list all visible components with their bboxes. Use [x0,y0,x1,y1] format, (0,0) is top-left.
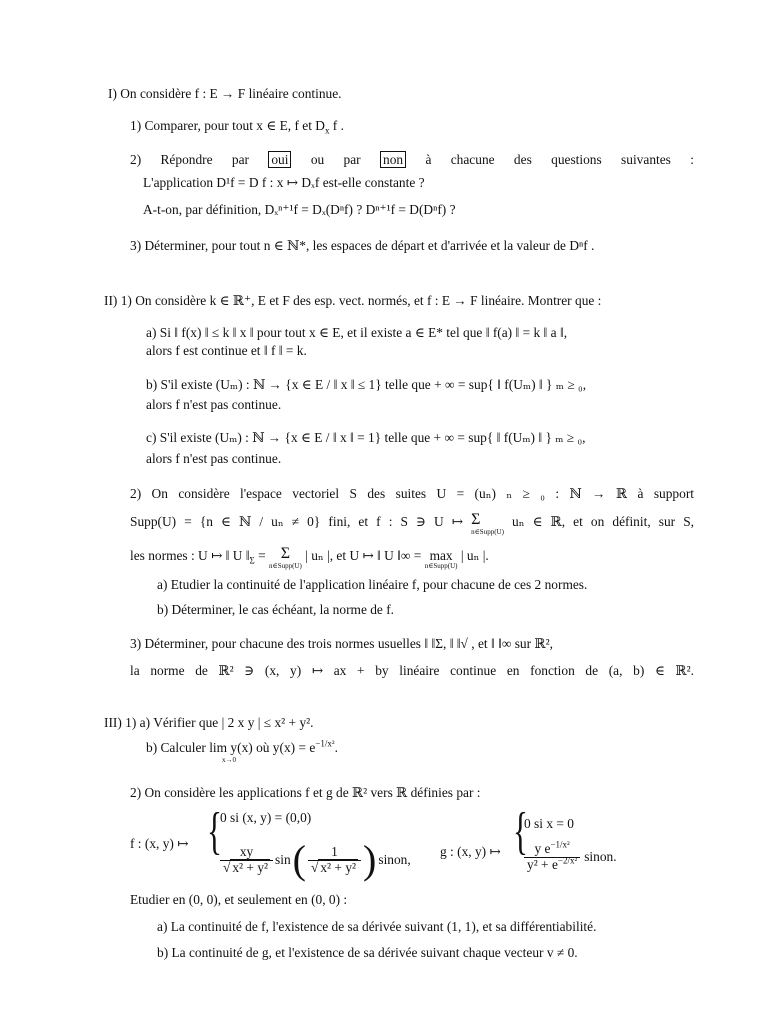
section1-heading: I) On considère f : E → F linéaire continue. [108,86,342,101]
section3-2a: a) La continuité de f, l'existence de sa dérivée suivant (1, 1), et sa différentiabilité. [157,919,597,934]
section2-2-line2: Supp(U) = {n ∈ ℕ / uₙ ≠ 0} fini, et f : S ∋ U ↦ Σ n∈Supp(U) uₙ ∈ ℝ, et on définit, sur S, [130,511,695,536]
section3-heading: III) 1) a) Vérifier que | 2 x y | ≤ x² + y². [104,715,314,730]
section1-q3: 3) Déterminer, pour tout n ∈ ℕ*, les espaces de départ et d'arrivée et la valeur de Dⁿf . [130,238,595,253]
section3-study: Etudier en (0, 0), et seulement en (0, 0) : [130,892,348,907]
sum-symbol-norm: Σ n∈Supp(U) [269,545,302,570]
section2-3-line1: 3) Déterminer, pour chacune des trois normes usuelles ‖ ‖Σ, ‖ ‖√ , et ‖ ‖∞ sur ℝ², [130,636,553,651]
section2-heading: II) 1) On considère k ∈ ℝ⁺, E et F des esp. vect. normés, et f : E → F linéaire. Montrer que : [104,293,602,308]
section2-3-line2: la norme de ℝ² ∋ (x, y) ↦ ax + by linéaire continue en fonction de (a, b) ∈ ℝ². [130,663,694,678]
section2-1c-line1: c) S'il existe (Uₘ) : ℕ → {x ∈ E / ‖ x ‖ = 1} telle que + ∞ = sup{ ‖ f(Uₘ) ‖ } ₘ ≥ ₀, [146,430,586,445]
non-box: non [380,151,406,168]
section2-2b: b) Déterminer, le cas échéant, la norme de f. [157,602,395,617]
section2-1b-line1: b) S'il existe (Uₘ) : ℕ → {x ∈ E / ‖ x ‖ ≤ 1} telle que + ∞ = sup{ ‖ f(Uₘ) ‖ } ₘ ≥ ₀, [146,377,587,392]
section2-2a: a) Etudier la continuité de l'application linéaire f, pour chacune de ces 2 normes. [157,577,588,592]
section2-2-line1: 2) On considère l'espace vectoriel S des suites U = (uₙ) ₙ ≥ ₀ : ℕ → ℝ à support [130,486,694,501]
section1-q2: 2) Répondre par oui ou par non à chacune des questions suivantes : [130,152,694,167]
section1-q2-line3: A-t-on, par définition, Dₓⁿ⁺¹f = Dₓ(Dⁿf) ? Dⁿ⁺¹f = D(Dⁿf) ? [143,202,456,217]
section2-1c-line2: alors f n'est pas continue. [146,451,282,466]
section2-1b-line2: alors f n'est pas continue. [146,397,282,412]
section1-q2-line2: L'application D¹f = D f : x ↦ Dₓf est-elle constante ? [143,175,425,190]
section2-2-line3: les normes : U ↦ ‖ U $‖_\Sigma$ = Σ n∈Supp(U) | uₙ |, et U ↦ ‖ U ‖∞ = max n∈Supp(U) | uₙ |. [130,545,489,570]
oui-box: oui [268,151,291,168]
section3-1b: b) Calculer lim y(x) où $y(x) = e^{-1/x^2}$. x→0 [146,738,338,764]
section2-1a-line2: alors f est continue et ‖ f ‖ = k. [146,343,307,358]
max-symbol: max n∈Supp(U) [424,547,458,570]
section3-2-intro: 2) On considère les applications f et g de ℝ² vers ℝ définies par : [130,785,481,800]
section2-1a-line1: a) Si ‖ f(x) ‖ ≤ k ‖ x ‖ pour tout x ∈ E, et il existe a ∈ E* tel que ‖ f(a) ‖ = k ‖ a ‖, [146,325,568,340]
section1-q1: 1) Comparer, pour tout x ∈ E, f et $D_x$ f . [130,118,344,136]
sum-symbol: Σ n∈Supp(U) [471,511,504,536]
section3-2b: b) La continuité de g, et l'existence de sa dérivée suivant chaque vecteur v ≠ 0. [157,945,578,960]
